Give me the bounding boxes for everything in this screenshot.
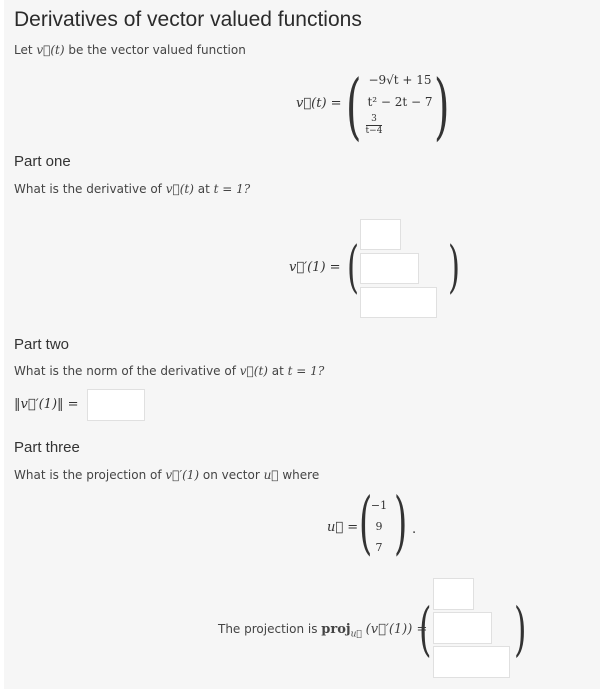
projection-subscript: u⃗	[350, 629, 362, 640]
definition-row-2: t² − 2t − 7	[367, 95, 433, 109]
part-two-question	[14, 364, 324, 378]
u-component-1: −1	[370, 499, 388, 512]
page-title: Derivatives of vector valued functions	[14, 8, 362, 31]
part-three-q-vec: v⃗′(1)	[165, 468, 200, 482]
projection-x-input[interactable]	[433, 578, 474, 610]
fraction-numerator: 3	[366, 115, 383, 126]
part-two-lhs: ‖v⃗′(1)‖ =	[14, 397, 79, 412]
part-one-x-input[interactable]	[360, 219, 401, 250]
u-period: .	[412, 522, 417, 537]
projection-argument: (v⃗′(1)) =	[365, 622, 428, 637]
part-one-q-cond: t = 1?	[213, 182, 251, 196]
part-three-question	[14, 468, 319, 482]
projection-y-input[interactable]	[433, 612, 492, 644]
projection-left-paren: (	[419, 595, 432, 663]
u-right-paren: )	[394, 484, 408, 563]
fraction-denominator: t−4	[365, 126, 383, 136]
part-three-heading: Part three	[14, 439, 80, 456]
part-two-norm-input[interactable]	[87, 389, 145, 421]
part-one-left-paren: (	[347, 235, 360, 300]
part-one-lhs: v⃗′(1) =	[289, 260, 341, 275]
projection-z-input[interactable]	[433, 646, 510, 678]
part-two-q-cond: t = 1?	[287, 364, 325, 378]
part-two-q-at: at	[271, 364, 284, 378]
part-three-q-tail: where	[282, 468, 320, 482]
intro-lead: Let	[14, 43, 33, 57]
part-two-q-vec: v⃗(t)	[239, 364, 268, 378]
u-vector-lhs: u⃗ =	[327, 520, 359, 535]
u-component-3: 7	[375, 541, 383, 554]
projection-right-paren: )	[514, 595, 527, 663]
part-one-question	[14, 182, 250, 196]
projection-label	[218, 622, 427, 639]
part-one-q-vec: v⃗(t)	[165, 182, 194, 196]
u-component-2: 9	[375, 520, 383, 533]
projection-operator: proj	[321, 622, 351, 637]
intro-text	[14, 43, 246, 57]
definition-right-paren: )	[434, 64, 450, 148]
definition-row-1: −9√t + 15	[368, 73, 432, 87]
part-one-q-at: at	[197, 182, 210, 196]
part-two-heading: Part two	[14, 336, 70, 353]
u-left-paren: (	[359, 484, 373, 563]
projection-text: The projection is	[218, 622, 318, 636]
part-one-y-input[interactable]	[360, 253, 419, 284]
part-three-q-u: u⃗	[263, 468, 279, 482]
definition-left-paren: (	[346, 64, 362, 148]
definition-lhs: v⃗(t) =	[296, 96, 342, 111]
part-two-q-lead: What is the norm of the derivative of	[14, 364, 236, 378]
definition-row-3	[361, 115, 387, 136]
part-one-q-lead: What is the derivative of	[14, 182, 162, 196]
content-panel	[4, 0, 600, 689]
part-one-right-paren: )	[448, 235, 461, 300]
definition-fraction	[366, 115, 383, 136]
part-one-z-input[interactable]	[360, 287, 437, 318]
part-three-q-mid: on vector	[202, 468, 260, 482]
intro-vec: v⃗(t)	[36, 43, 65, 57]
intro-tail: be the vector valued function	[68, 43, 246, 57]
part-one-heading: Part one	[14, 153, 71, 170]
part-three-q-lead: What is the projection of	[14, 468, 162, 482]
